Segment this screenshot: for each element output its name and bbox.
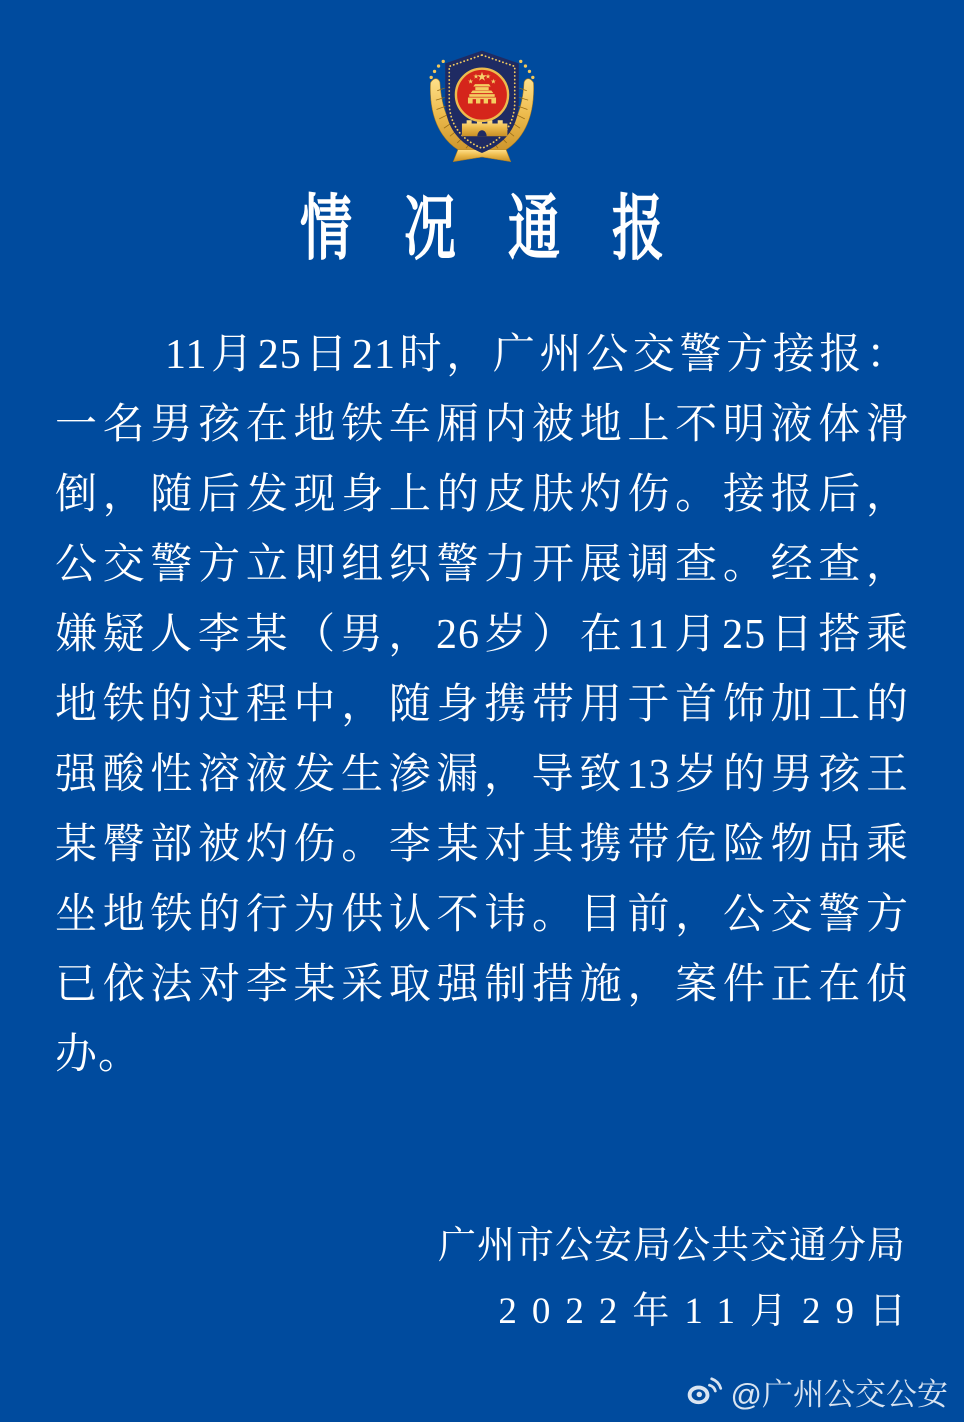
- body-line: 地铁的过程中，随身携带用于首饰加工的: [55, 682, 909, 728]
- weibo-watermark: [685, 1369, 948, 1414]
- body-line: 公交警方立即组织警力开展调查。经查，: [55, 542, 909, 588]
- notice-body: [55, 320, 909, 1090]
- notice-title: [0, 188, 964, 274]
- body-line: 嫌疑人李某（男，26岁）在11月25日搭乘: [55, 612, 909, 658]
- body-line: 倒，随后发现身上的皮肤灼伤。接报后，: [55, 472, 909, 518]
- body-line: 一名男孩在地铁车厢内被地上不明液体滑: [55, 402, 909, 448]
- agency-name: 广州市公安局公共交通分局: [437, 1225, 906, 1267]
- notice-footer: [437, 1222, 921, 1334]
- police-badge: [415, 44, 549, 172]
- body-line: 坐地铁的行为供认不讳。目前，公交警方: [55, 892, 909, 938]
- body-line: 办。: [55, 1032, 142, 1078]
- weibo-icon: [685, 1376, 723, 1407]
- notice-title-text: 情况通报: [299, 190, 716, 270]
- body-line: 11月25日21时，广州公交警方接报：: [165, 332, 909, 378]
- notice-date: 2022年11月29日: [498, 1291, 921, 1332]
- body-line: 强酸性溶液发生渗漏，导致13岁的男孩王: [55, 752, 909, 798]
- body-line: 某臀部被灼伤。李某对其携带危险物品乘: [55, 822, 909, 868]
- police-badge-icon: [415, 44, 549, 167]
- weibo-handle: @广州公交公安: [730, 1377, 948, 1412]
- body-line: 已依法对李某采取强制措施，案件正在侦: [55, 962, 909, 1008]
